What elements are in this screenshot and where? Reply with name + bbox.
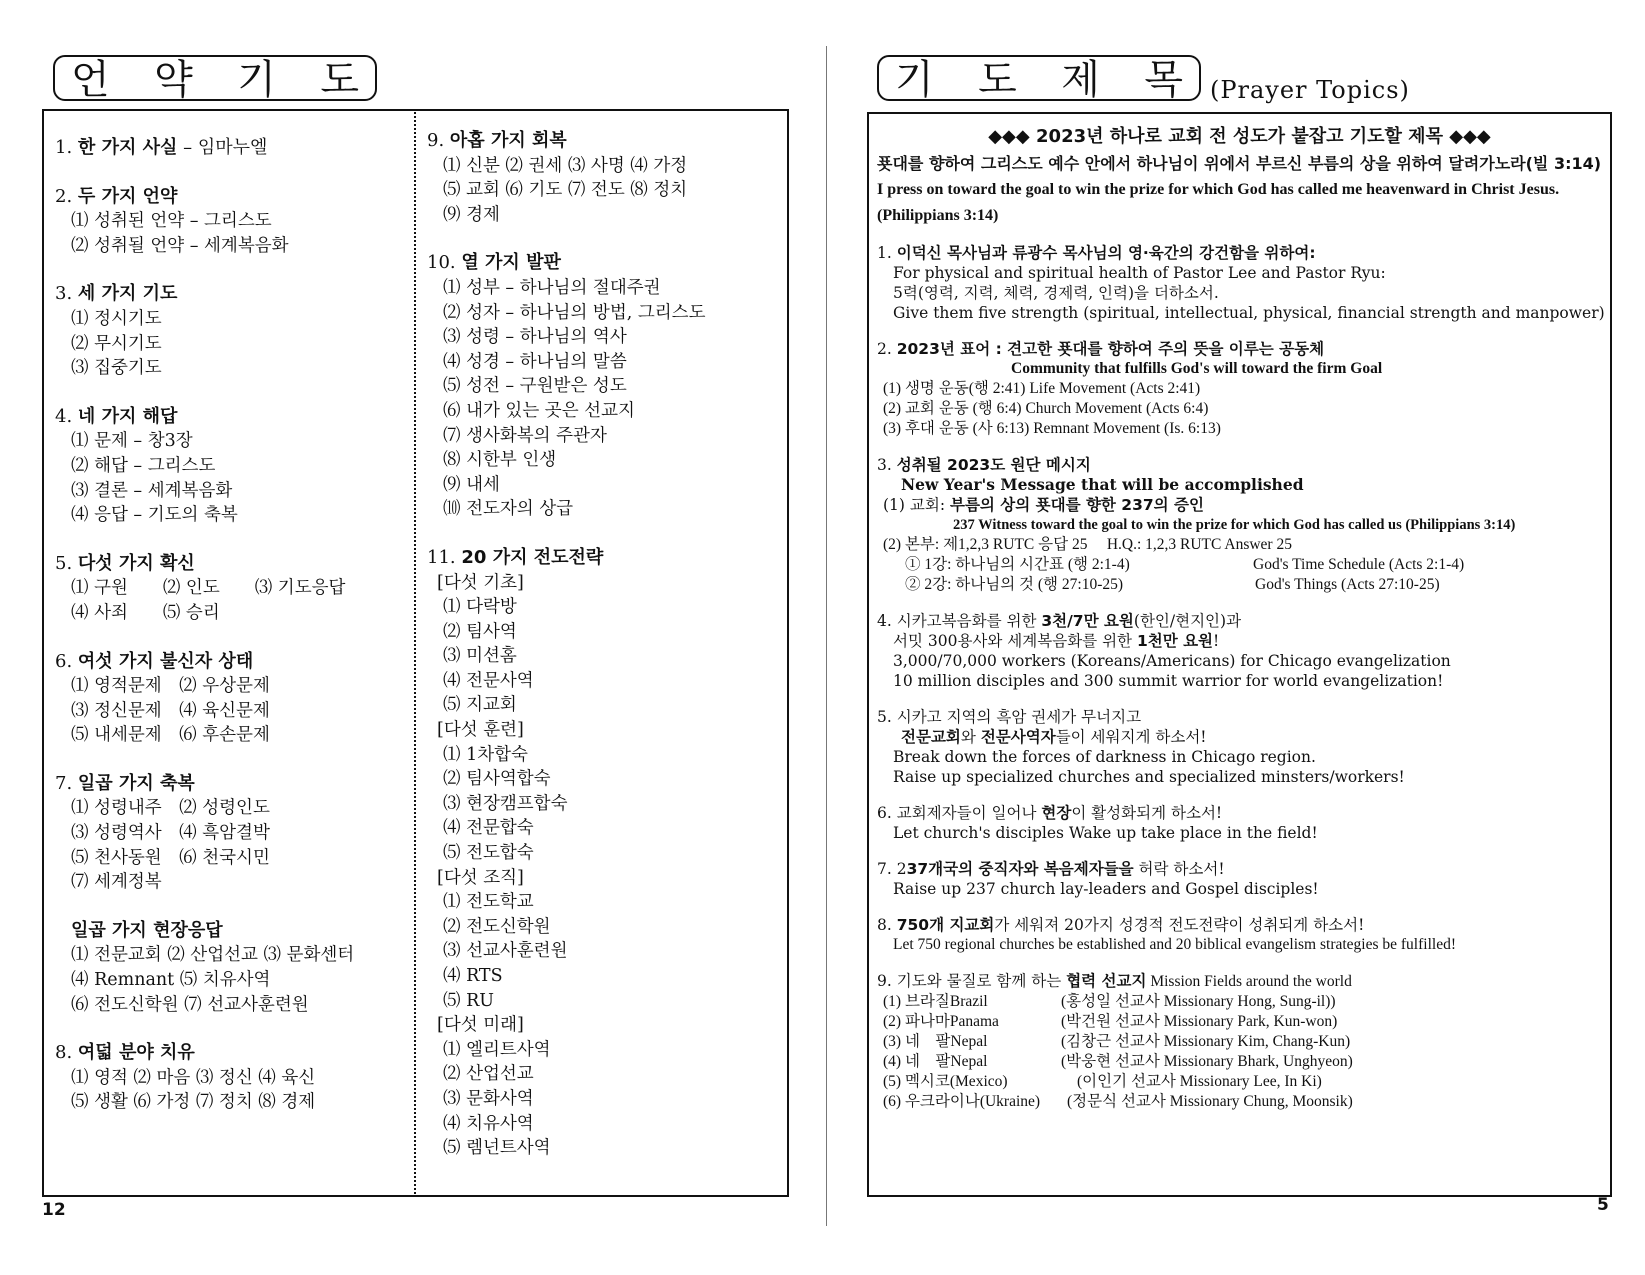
section-gap xyxy=(55,161,410,185)
mission-missionary: (홍성일 선교사 Missionary Hong, Sung-il)) xyxy=(1061,993,1336,1010)
section-title: 일곱 가지 축복 xyxy=(77,772,195,794)
list-item: ⑼ 내세 xyxy=(443,474,500,495)
list-item: ⑹ 전도신학원 ⑺ 선교사훈련원 xyxy=(71,994,309,1015)
list-item: ⑴ 영적문제 ⑵ 우상문제 xyxy=(71,676,270,697)
section-title: 여섯 가지 불신자 상태 xyxy=(77,650,254,672)
list-item: ⑴ 성취된 언약 – 그리스도 xyxy=(71,211,272,232)
topic-text: Mission Fields around the world xyxy=(1146,973,1352,990)
list-item: ⑸ 렘넌트사역 xyxy=(443,1138,551,1159)
mission-missionary: (박웅현 선교사 Missionary Bhark, Unghyeon) xyxy=(1061,1053,1353,1070)
topic-line: (2) 교회 운동 (행 6:4) Church Movement (Acts 6:4) xyxy=(883,400,1209,417)
prayer-topics-subtitle: (Prayer Topics) xyxy=(1210,76,1410,104)
list-section-title xyxy=(55,1041,410,1066)
topic-line: (3) 후대 운동 (사 6:13) Remnant Movement (Is. 6:13) xyxy=(883,420,1221,437)
list-item: ⑴ 정시기도 xyxy=(71,308,162,329)
section-title: 한 가지 사실 xyxy=(77,137,178,158)
right-title xyxy=(877,55,1201,101)
section-title: 일곱 가지 현장응답 xyxy=(71,919,223,941)
list-item: ⑽ 전도자의 상급 xyxy=(443,499,574,520)
topic-9 xyxy=(877,971,1602,1112)
list-item: ⑵ 성취될 언약 – 세계복음화 xyxy=(71,235,289,256)
section-gap xyxy=(55,258,410,282)
lecture-1-en: God's Time Schedule (Acts 2:1-4) xyxy=(1253,556,1465,573)
topic-text: 기도와 물질로 함께 하는 xyxy=(896,972,1067,990)
mission-row xyxy=(877,1072,1602,1092)
mission-row xyxy=(877,1012,1602,1032)
list-item: ⑷ 성경 – 하나님의 말씀 xyxy=(443,351,627,372)
prayer-heading: ◆◆◆ 2023년 하나로 교회 전 성도가 붙잡고 기도할 제목 ◆◆◆ xyxy=(988,126,1491,147)
topic-line: 5력(영력, 지력, 체력, 경제력, 인력)을 더하소서. xyxy=(893,284,1219,302)
hq-message: (2) 본부: 제1,2,3 RUTC 응답 25 H.Q.: 1,2,3 RUTC Answer 25 xyxy=(883,536,1292,553)
section-gap xyxy=(55,1017,410,1041)
list-item: ⑴ 엘리트사역 xyxy=(443,1039,551,1060)
list-item: ⑴ 성부 – 하나님의 절대주권 xyxy=(443,277,661,298)
topic-text: 들이 세워지게 하소서! xyxy=(1055,728,1207,746)
left-column-2 xyxy=(427,129,782,1161)
right-page-number: 5 xyxy=(1597,1195,1609,1215)
topic-text: 이 활성화되게 하소서! xyxy=(1071,804,1223,822)
list-section-title xyxy=(55,650,410,675)
section-number: 8. xyxy=(55,1042,73,1064)
list-item: ⑴ 다락방 xyxy=(443,597,517,618)
list-item: ⑸ RU xyxy=(443,990,494,1011)
topic-text: 2 xyxy=(896,860,907,878)
topic-3 xyxy=(877,455,1602,595)
topic-line: Raise up 237 church lay-leaders and Gospel disciples! xyxy=(893,880,1319,898)
list-item: ⑴ 전도학교 xyxy=(443,892,534,913)
topic-line: Let 750 regional churches be established and 20 biblical evangelism strategies be fulfilled! xyxy=(893,936,1456,953)
section-gap xyxy=(55,626,410,650)
verse-korean: 푯대를 향하여 그리스도 예수 안에서 하나님이 위에서 부르신 부름의 상을 위하여 달려가노라(빌 3:14) xyxy=(877,154,1602,173)
topic-title: 이덕신 목사님과 류광수 목사님의 영·육간의 강건함을 위하여: xyxy=(896,244,1316,262)
list-item: ⑼ 경제 xyxy=(443,204,500,225)
list-item: ⑷ 응답 – 기도의 축복 xyxy=(71,505,238,526)
message-english-title: New Year's Message that will be accomplished xyxy=(901,475,1304,494)
list-item: ⑵ 팀사역합숙 xyxy=(443,769,551,790)
topic-number: 9. xyxy=(877,972,892,990)
right-title-char: 제 xyxy=(1061,57,1100,103)
list-item: ⑸ 성전 – 구원받은 성도 xyxy=(443,376,627,397)
list-item: ⑻ 시한부 인생 xyxy=(443,450,557,471)
topic-text: 교회제자들이 일어나 xyxy=(896,804,1042,822)
list-item: ⑶ 결론 – 세계복음화 xyxy=(71,480,233,501)
list-section-title xyxy=(55,919,410,944)
mission-missionary: (김창근 선교사 Missionary Kim, Chang-Kun) xyxy=(1061,1033,1351,1050)
topic-4 xyxy=(877,611,1602,691)
topic-1 xyxy=(877,243,1605,323)
list-section-title xyxy=(55,405,410,430)
list-item: ⑷ 치유사역 xyxy=(443,1113,534,1134)
section-gap xyxy=(55,895,410,919)
mission-missionary: (정문식 선교사 Missionary Chung, Moonsik) xyxy=(1067,1093,1353,1110)
list-item: ⑵ 성자 – 하나님의 방법, 그리스도 xyxy=(443,302,706,323)
topic-bold: 전문사역자 xyxy=(980,728,1056,746)
topic-bold: 협력 선교지 xyxy=(1066,972,1147,990)
mission-missionary: (박건원 선교사 Missionary Park, Kun-won) xyxy=(1061,1013,1338,1030)
list-item: ⑶ 미션홈 xyxy=(443,646,517,667)
topic-text: 시카고 지역의 흑암 권세가 무너지고 xyxy=(896,708,1142,726)
topic-2 xyxy=(877,339,1602,439)
list-item: ⑴ 1차합숙 xyxy=(443,744,528,765)
section-title: 네 가지 해답 xyxy=(77,405,178,427)
church-message: 부름의 상의 푯대를 향한 237의 증인 xyxy=(949,496,1204,514)
list-section-title xyxy=(427,129,782,154)
topic-bold: 37개국의 중직자와 복음제자들을 xyxy=(906,860,1134,878)
topic-title: 성취될 2023도 원단 메시지 xyxy=(896,456,1091,474)
mission-missionary: (이인기 선교사 Missionary Lee, In Ki) xyxy=(1077,1073,1322,1090)
list-item: ⑶ 성령역사 ⑷ 흑암결박 xyxy=(71,823,270,844)
list-section-title xyxy=(55,772,410,797)
topic-bold: 현장 xyxy=(1041,804,1072,822)
section-gap xyxy=(55,528,410,552)
topic-number: 5. xyxy=(877,708,892,726)
list-item: ⑴ 신분 ⑵ 권세 ⑶ 사명 ⑷ 가정 xyxy=(443,155,688,176)
section-number: 6. xyxy=(55,650,73,672)
list-section-title xyxy=(55,552,410,577)
list-item: ⑵ 팀사역 xyxy=(443,621,517,642)
topic-line: Break down the forces of darkness in Chicago region. xyxy=(893,748,1316,766)
right-title-char: 목 xyxy=(1144,57,1183,103)
topic-number: 7. xyxy=(877,860,892,878)
mission-country: (1) 브라질Brazil xyxy=(883,993,988,1010)
topic-line: Raise up specialized churches and specialized minsters/workers! xyxy=(893,768,1405,786)
list-item: ⑴ 영적 ⑵ 마음 ⑶ 정신 ⑷ 육신 xyxy=(71,1067,316,1088)
topic-line: 10 million disciples and 300 summit warrior for world evangelization! xyxy=(893,672,1444,690)
section-title: 다섯 가지 확신 xyxy=(77,552,195,574)
strategy-group-label: [다섯 미래] xyxy=(437,1015,524,1036)
right-title-char: 기 xyxy=(895,57,934,103)
list-item: ⑸ 생활 ⑹ 가정 ⑺ 정치 ⑻ 경제 xyxy=(71,1092,316,1113)
lecture-2-en: God's Things (Acts 27:10-25) xyxy=(1255,576,1440,593)
section-title: 20 가지 전도전략 xyxy=(461,546,604,568)
list-item: ⑷ 전문사역 xyxy=(443,670,534,691)
verse-english: I press on toward the goal to win the prize for which God has called me heavenward in Christ Jesus. (Philippians 3:14) xyxy=(877,181,1560,224)
list-item: ⑺ 생사화복의 주관자 xyxy=(443,425,607,446)
left-page-number: 12 xyxy=(42,1200,66,1220)
section-title: 아홉 가지 회복 xyxy=(449,130,567,151)
page-divider xyxy=(826,46,827,1226)
mission-country: (4) 네 팔Nepal xyxy=(883,1053,988,1070)
right-title-char: 도 xyxy=(978,57,1017,103)
list-item: ⑶ 문화사역 xyxy=(443,1088,534,1109)
topic-text: ! xyxy=(1213,632,1220,650)
section-number: 3. xyxy=(55,283,73,305)
topic-number: 6. xyxy=(877,804,892,822)
section-number: 11. xyxy=(427,546,456,568)
topic-text: (한인/현지인)과 xyxy=(1133,612,1242,630)
list-item: ⑵ 해답 – 그리스도 xyxy=(71,455,216,476)
section-title: 두 가지 언약 xyxy=(77,185,178,207)
topic-6 xyxy=(877,803,1602,843)
section-title: 여덟 분야 치유 xyxy=(77,1042,195,1064)
list-item: ⑵ 산업선교 xyxy=(443,1064,534,1085)
list-item: ⑷ Remnant ⑸ 치유사역 xyxy=(71,970,271,991)
strategy-group-label: [다섯 조직] xyxy=(437,867,524,888)
topic-number: 2. xyxy=(877,340,892,358)
list-section-title xyxy=(427,546,782,571)
topic-number: 1. xyxy=(877,244,892,262)
mission-country: (6) 우크라이나(Ukraine) xyxy=(883,1093,1041,1110)
list-item: ⑺ 세계정복 xyxy=(71,872,162,893)
topic-line: Let church's disciples Wake up take place in the field! xyxy=(893,824,1318,842)
mission-row xyxy=(877,1052,1602,1072)
section-number: 5. xyxy=(55,552,73,574)
topic-text: 허락 하소서! xyxy=(1133,860,1225,878)
mission-country: (5) 멕시코(Mexico) xyxy=(883,1073,1008,1090)
list-item: ⑶ 집중기도 xyxy=(71,358,162,379)
topic-5 xyxy=(877,707,1602,787)
section-number: 7. xyxy=(55,772,73,794)
topic-text: 가 세워져 20가지 성경적 전도전략이 성취되게 하소서! xyxy=(994,916,1365,934)
mission-row xyxy=(877,992,1602,1012)
list-item: ⑶ 현장캠프합숙 xyxy=(443,793,568,814)
topic-line: Give them five strength (spiritual, intellectual, physical, financial strength and manpower) xyxy=(893,304,1605,322)
list-section-title xyxy=(427,251,782,276)
section-gap xyxy=(427,227,782,251)
section-gap xyxy=(427,522,782,546)
mission-country: (2) 파나마Panama xyxy=(883,1013,999,1030)
list-section-title xyxy=(55,136,410,161)
list-item: ⑹ 내가 있는 곳은 선교지 xyxy=(443,400,635,421)
mission-row xyxy=(877,1092,1602,1112)
section-number: 1. xyxy=(55,137,73,158)
lecture-1-ko: ① 1강: 하나님의 시간표 (행 2:1-4) xyxy=(905,556,1130,573)
topic-bold: 750개 지교회 xyxy=(896,916,995,934)
list-item: ⑴ 전문교회 ⑵ 산업선교 ⑶ 문화센터 xyxy=(71,945,355,966)
topic-bold: 1천만 요원 xyxy=(1136,632,1214,650)
section-number: 10. xyxy=(427,252,456,274)
section-suffix: – 임마누엘 xyxy=(177,137,268,158)
mission-country: (3) 네 팔Nepal xyxy=(883,1033,988,1050)
topic-8 xyxy=(877,915,1602,955)
left-title-char: 약 xyxy=(154,57,193,103)
topic-number: 3. xyxy=(877,456,892,474)
list-item: ⑵ 전도신학원 xyxy=(443,916,551,937)
topic-bold: 전문교회 xyxy=(901,728,961,746)
church-message-english: 237 Witness toward the goal to win the prize for which God has called us (Philippians 3:14) xyxy=(953,517,1516,533)
strategy-group-label: [다섯 기초] xyxy=(437,572,524,593)
topic-7 xyxy=(877,859,1602,899)
left-title-char: 언 xyxy=(71,57,110,103)
left-title-char: 도 xyxy=(320,57,359,103)
left-title xyxy=(53,55,377,101)
topic-title: 2023년 표어 : 견고한 푯대를 향하여 주의 뜻을 이루는 공동체 xyxy=(896,340,1325,358)
left-title-char: 기 xyxy=(237,57,276,103)
section-title: 세 가지 기도 xyxy=(77,283,178,305)
list-item: ⑶ 정신문제 ⑷ 육신문제 xyxy=(71,700,270,721)
lecture-2-ko: ② 2강: 하나님의 것 (행 27:10-25) xyxy=(905,576,1124,593)
topic-number: 8. xyxy=(877,916,892,934)
left-column-1 xyxy=(55,136,410,1115)
list-section-title xyxy=(55,185,410,210)
list-item: ⑴ 문제 – 창3장 xyxy=(71,431,193,452)
section-gap xyxy=(55,381,410,405)
strategy-group-label: [다섯 훈련] xyxy=(437,720,524,741)
list-section-title xyxy=(55,282,410,307)
church-label: (1) 교회: xyxy=(883,496,950,514)
list-item: ⑸ 지교회 xyxy=(443,695,517,716)
motto-english: Community that fulfills God's will toward the firm Goal xyxy=(1011,360,1383,377)
list-item: ⑶ 선교사훈련원 xyxy=(443,941,568,962)
section-number: 2. xyxy=(55,185,73,207)
list-item: ⑸ 내세문제 ⑹ 후손문제 xyxy=(71,725,270,746)
section-title: 열 가지 발판 xyxy=(461,252,561,274)
list-item: ⑴ 구원 ⑵ 인도 ⑶ 기도응답 xyxy=(71,578,346,599)
list-item: ⑸ 천사동원 ⑹ 천국시민 xyxy=(71,847,270,868)
topic-text: 와 xyxy=(960,728,981,746)
topic-line: For physical and spiritual health of Pastor Lee and Pastor Ryu: xyxy=(893,264,1386,282)
list-item: ⑸ 교회 ⑹ 기도 ⑺ 전도 ⑻ 정치 xyxy=(443,180,688,201)
topic-number: 4. xyxy=(877,612,892,630)
column-divider xyxy=(414,109,416,1197)
right-column xyxy=(877,124,1605,1112)
list-item: ⑸ 전도합숙 xyxy=(443,843,534,864)
section-number: 4. xyxy=(55,405,73,427)
section-gap xyxy=(55,748,410,772)
topic-text: 서밋 300용사와 세계복음화를 위한 xyxy=(893,632,1137,650)
list-item: ⑶ 성령 – 하나님의 역사 xyxy=(443,327,627,348)
list-item: ⑷ RTS xyxy=(443,966,503,986)
section-number: 9. xyxy=(427,130,445,151)
list-item: ⑷ 사죄 ⑸ 승리 xyxy=(71,602,220,623)
topic-line: (1) 생명 운동(행 2:41) Life Movement (Acts 2:41) xyxy=(883,380,1201,397)
topic-line: 3,000/70,000 workers (Koreans/Americans) for Chicago evangelization xyxy=(893,652,1451,670)
list-item: ⑵ 무시기도 xyxy=(71,333,162,354)
list-item: ⑷ 전문합숙 xyxy=(443,818,534,839)
mission-row xyxy=(877,1032,1602,1052)
topic-bold: 3천/7만 요원 xyxy=(1041,612,1134,630)
list-item: ⑴ 성령내주 ⑵ 성령인도 xyxy=(71,798,270,819)
topic-text: 시카고복음화를 위한 xyxy=(896,612,1042,630)
